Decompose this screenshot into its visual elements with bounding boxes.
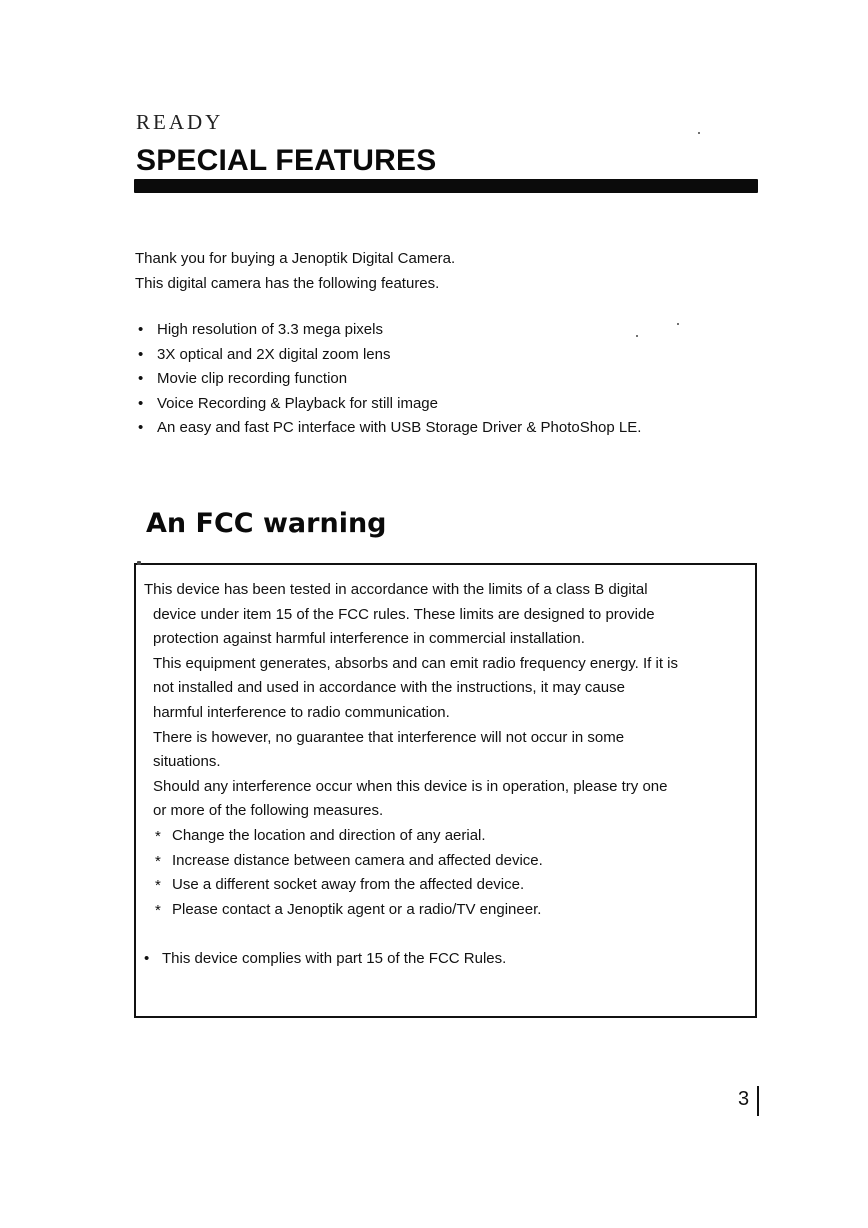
- feature-item: • Voice Recording & Playback for still image: [135, 392, 641, 417]
- scan-speck: [636, 335, 638, 337]
- scan-speck: [677, 323, 679, 325]
- fcc-line: This device has been tested in accordance with the limits of a class B digital: [144, 581, 648, 598]
- feature-item: • An easy and fast PC interface with USB Storage Driver & PhotoShop LE.: [135, 416, 641, 441]
- page-number-divider: [757, 1086, 759, 1116]
- page-title: SPECIAL FEATURES: [136, 144, 437, 177]
- measure-item: * Change the location and direction of any aerial.: [144, 824, 678, 849]
- feature-item: • High resolution of 3.3 mega pixels: [135, 318, 641, 343]
- section-label: READY: [136, 110, 224, 134]
- fcc-line: This equipment generates, absorbs and can emit radio frequency energy. If it is: [153, 654, 679, 672]
- compliance-text: This device complies with part 15 of the FCC Rules.: [162, 950, 507, 967]
- feature-item: • Movie clip recording function: [135, 367, 641, 392]
- fcc-line: not installed and used in accordance with the instructions, it may cause: [153, 679, 625, 697]
- feature-item: • 3X optical and 2X digital zoom lens: [135, 343, 641, 368]
- fcc-compliance-note: [144, 950, 506, 967]
- intro-line: Thank you for buying a Jenoptik Digital Camera.: [135, 250, 456, 267]
- fcc-line: device under item 15 of the FCC rules. These limits are designed to provide: [153, 605, 655, 623]
- fcc-heading: An FCC warning: [146, 508, 387, 539]
- measure-item: * Increase distance between camera and affected device.: [144, 849, 678, 874]
- fcc-measures-list: [144, 824, 678, 922]
- intro-paragraph: [135, 246, 455, 296]
- scan-speck: [137, 561, 141, 565]
- bullet-icon: •: [144, 950, 150, 967]
- intro-line: This digital camera has the following features.: [135, 275, 440, 292]
- page-number: 3: [738, 1088, 750, 1110]
- scan-speck: [698, 132, 700, 134]
- fcc-line: harmful interference to radio communication.: [153, 703, 450, 721]
- fcc-line: Should any interference occur when this device is in operation, please try one: [153, 777, 668, 795]
- fcc-line: situations.: [153, 753, 221, 771]
- fcc-line: protection against harmful interference in commercial installation.: [153, 630, 585, 648]
- fcc-warning-text: [144, 578, 678, 922]
- title-underline-bar: [134, 179, 758, 193]
- fcc-line: There is however, no guarantee that interference will not occur in some: [153, 728, 625, 746]
- fcc-line: or more of the following measures.: [153, 802, 384, 820]
- feature-list: [135, 318, 641, 441]
- measure-item: * Use a different socket away from the affected device.: [144, 873, 678, 898]
- measure-item: * Please contact a Jenoptik agent or a radio/TV engineer.: [144, 898, 678, 923]
